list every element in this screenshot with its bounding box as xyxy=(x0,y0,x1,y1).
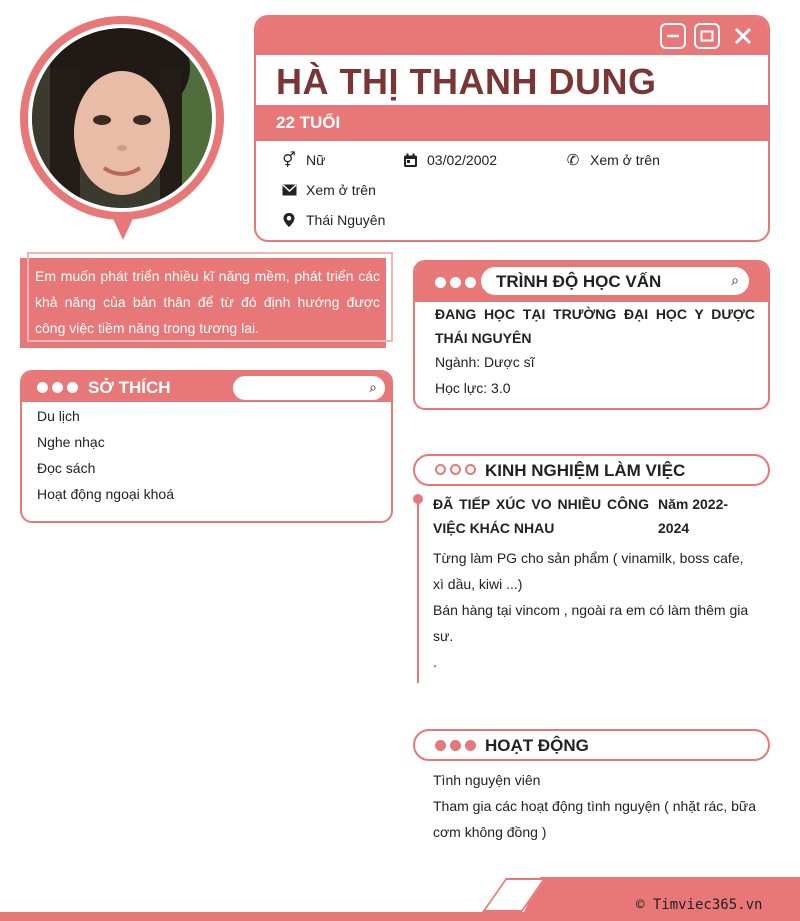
ring-icon xyxy=(435,464,446,475)
ring-icon xyxy=(450,464,461,475)
education-title: TRÌNH ĐỘ HỌC VẤN xyxy=(496,272,662,291)
search-icon: ⌕ xyxy=(369,379,377,395)
address-item xyxy=(280,211,385,229)
birthdate-item xyxy=(401,151,497,169)
footer-brand: © Timviec365.vn xyxy=(636,897,763,913)
education-school: ĐANG HỌC TẠI TRƯỜNG ĐẠI HỌC Y DƯỢC THÁI NGUYÊN xyxy=(435,306,755,346)
birthdate-value: 03/02/2002 xyxy=(427,152,498,168)
ring-icon xyxy=(465,464,476,475)
email-item xyxy=(280,181,376,199)
experience-line-1: Từng làm PG cho sản phẩm ( vinamilk, boss cafe, xì dầu, kiwi ...) xyxy=(433,550,744,592)
gender-icon: ⚥ xyxy=(282,152,296,169)
experience-period: Năm 2022-2024 xyxy=(658,496,729,536)
envelope-icon xyxy=(280,181,298,199)
hobby-item: Nghe nhạc xyxy=(37,434,105,450)
education-dots xyxy=(435,277,476,288)
hobby-item: Du lịch xyxy=(37,408,80,424)
search-icon: ⌕ xyxy=(731,272,739,288)
education-gpa: Học lực: 3.0 xyxy=(435,380,511,396)
dot-icon xyxy=(465,277,476,288)
email-value: Xem ở trên xyxy=(306,182,376,198)
dot-icon xyxy=(37,382,48,393)
activities-title: HOẠT ĐỘNG xyxy=(485,736,589,755)
avatar-decorative-arc xyxy=(4,0,240,236)
hobbies-dots xyxy=(37,382,78,393)
map-pin-icon xyxy=(280,211,298,229)
phone-icon: ✆ xyxy=(566,152,580,169)
dot-icon xyxy=(435,740,446,751)
experience-header xyxy=(413,454,770,486)
activities-header xyxy=(413,729,770,761)
maximize-icon xyxy=(694,23,720,49)
hobby-item: Đọc sách xyxy=(37,460,96,476)
activities-dots xyxy=(435,740,476,751)
timeline-line xyxy=(417,498,419,683)
address-value: Thái Nguyên xyxy=(306,212,386,228)
dot-icon xyxy=(52,382,63,393)
experience-line-3: . xyxy=(433,654,437,670)
experience-role: ĐÃ TIẾP XÚC VO NHIỀU CÔNG VIỆC KHÁC NHAU xyxy=(433,496,649,536)
hobbies-search-box xyxy=(233,376,385,400)
age-label: 22 TUỔI xyxy=(276,113,341,132)
education-section xyxy=(413,260,770,410)
close-icon xyxy=(730,23,756,49)
gender-item xyxy=(280,151,325,169)
dot-icon xyxy=(465,740,476,751)
education-title-pill xyxy=(481,267,749,295)
hobby-item: Hoạt động ngoại khoá xyxy=(37,486,174,502)
hobbies-title: SỞ THÍCH xyxy=(88,378,171,397)
phone-value: Xem ở trên xyxy=(590,152,660,168)
avatar-pointer xyxy=(110,212,136,240)
activities-line-2: Tham gia các hoạt động tình nguyện ( nhặt rác, bữa cơm không đồng ) xyxy=(433,798,757,840)
minimize-icon xyxy=(660,23,686,49)
avatar-frame xyxy=(20,16,224,220)
phone-item xyxy=(564,151,660,169)
dot-icon xyxy=(435,277,446,288)
hobbies-section xyxy=(20,370,393,523)
header-title-bar xyxy=(256,17,768,55)
experience-dots xyxy=(435,464,476,475)
education-major: Ngành: Dược sĩ xyxy=(435,354,535,370)
activities-line-1: Tình nguyện viên xyxy=(433,772,541,788)
profile-header-card xyxy=(254,15,770,242)
dot-icon xyxy=(67,382,78,393)
dot-icon xyxy=(450,277,461,288)
calendar-icon xyxy=(401,151,419,169)
dot-icon xyxy=(450,740,461,751)
experience-line-2: Bán hàng tại vincom , ngoài ra em có làm thêm gia sư. xyxy=(433,602,749,644)
timeline-dot xyxy=(413,494,423,504)
gender-value: Nữ xyxy=(306,152,326,168)
experience-title: KINH NGHIỆM LÀM VIỆC xyxy=(485,461,686,480)
full-name: HÀ THỊ THANH DUNG xyxy=(276,61,657,102)
career-objective: Em muốn phát triển nhiều kĩ năng mềm, phát triển các khả năng của bản thân để từ đó định hướng được công việc tiềm năng trong tương lai. xyxy=(35,268,380,336)
